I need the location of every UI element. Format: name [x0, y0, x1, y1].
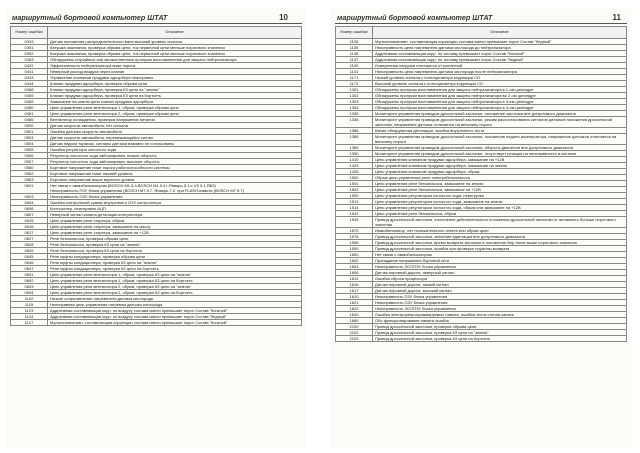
- error-code: 0562: [11, 171, 48, 177]
- error-code: 0443: [11, 75, 48, 81]
- table-row: [11, 320, 302, 326]
- error-code: 0694: [11, 290, 48, 296]
- error-code: 0628: [11, 242, 48, 248]
- left-page: [6, 8, 306, 448]
- error-code: 1336: [336, 117, 373, 128]
- error-description: Обнаружены пропуски воспламенения для защиты нейтрализатора в 4-ом цилиндре: [373, 105, 627, 111]
- column-header-code: Номер ошибки: [11, 27, 48, 39]
- error-description: Мультипликативн. составляющая коррекции состава смеси превышает порог Состав "бедный": [373, 39, 627, 45]
- error-description: Управление клапаном продувки адсорбера неисправно: [48, 75, 302, 81]
- error-description: Реле муфты кондиционера, проверка КЗ цепи на бортсеть: [48, 266, 302, 272]
- error-description: Привод дроссельной заслонки, ошибка при проверке пружины возврата: [373, 246, 627, 252]
- error-description: Катушка зажигания, проверка обрыва цепи, ток первичной цепи меньше порогового значения: [48, 51, 302, 57]
- error-description: Цепь управления клапаном продувки адсорбера, обрыв: [373, 169, 627, 175]
- error-code: 1135: [336, 45, 373, 51]
- error-description: Бортовое напряжение выше верхнего уровня: [48, 177, 302, 183]
- error-code: 1600: [336, 252, 373, 258]
- error-code: 1602: [336, 258, 373, 264]
- error-code: 0627: [11, 236, 48, 242]
- error-description: Клапан продувки адсорбера, проверка КЗ цепи на "землю": [48, 87, 302, 93]
- error-code: 0560: [11, 165, 48, 171]
- error-description: Иммобилизатор, нет положительного ответа или обрыв цепи: [373, 228, 627, 234]
- error-description: Неисправность ЭСППЗУ блока управления: [373, 264, 627, 270]
- error-description: Измеренная нагрузка отличается от расчетной: [373, 63, 627, 69]
- error-code: 1612: [336, 276, 373, 282]
- error-description: Нет связи с иммобилизатором (BOSCH M1.5.4,BOSCH M1.5.4+,Январь-5.1.х,VS 5.1,ЯБ3) Неисправность ПЗУ блока управления (BOSCH M7.9.7, Январь-7.2, при FLASH-памяти (BOSCH M7.9.7): [48, 183, 302, 194]
- error-code: 1509: [336, 193, 373, 199]
- error-description: Вентилятор охлаждения, проверка напряжения питания: [48, 117, 302, 123]
- error-code: 0507: [11, 159, 48, 165]
- error-code: 0351: [11, 45, 48, 51]
- error-code: 1514: [336, 205, 373, 211]
- table-header-row: [336, 27, 627, 39]
- error-description: Мониторинг управления приводом дроссельной заслонки, отсутствует реакция на неисправность в системе: [373, 151, 627, 157]
- error-code: 1502: [336, 187, 373, 193]
- error-code: 0506: [11, 153, 48, 159]
- error-description: Датчик педали тормоза, сигналы датчика взаимно не согласованы: [48, 141, 302, 147]
- error-code: 0352: [11, 51, 48, 57]
- error-code: 1390: [336, 151, 373, 157]
- error-description: Неисправность цепи нагревателя датчика кислорода до нейтрализатора: [373, 45, 627, 51]
- error-description: Неисправность ОЗУ блока управления: [48, 194, 302, 200]
- error-code: 0480: [11, 105, 48, 111]
- error-code: 1141: [336, 69, 373, 75]
- error-description: Цепь управления реле стартера, замыкание на +12В: [48, 230, 302, 236]
- error-description: Цепь управления регулятором холостого хода, замыкание на землю: [373, 199, 627, 205]
- column-header-description: Описание: [373, 27, 627, 39]
- error-description: Неверный сигнал канала детонации контроллера: [48, 212, 302, 218]
- error-code: 1124: [11, 314, 48, 320]
- error-code: 1570: [336, 228, 373, 234]
- error-code: 1689: [336, 318, 373, 324]
- error-description: Цепь управления регулятором холостого хода, обрыв или замыкание на +12В: [373, 205, 627, 211]
- error-code: 1389: [336, 145, 373, 151]
- error-code: 0603: [11, 194, 48, 200]
- error-code: 0629: [11, 248, 48, 254]
- error-description: Датчик скорости автомобиля, перемежающийся сигнал: [48, 135, 302, 141]
- error-description: Цепь управления реле бензонасоса, обрыв: [373, 211, 627, 217]
- error-description: Цепь управления клапаном продувки адсорбера, замыкание на +12В: [373, 157, 627, 163]
- error-description: Цепь управления реле стартера, замыкание на массу: [48, 224, 302, 230]
- error-code: 0458: [11, 87, 48, 93]
- error-description: Клапан продувки адсорбера, проверка обрыва цепи: [48, 81, 302, 87]
- error-code: 1606: [336, 270, 373, 276]
- error-description: Аддитивная составляющая корр. по топливу превышает порог Состав "бедный": [373, 57, 627, 63]
- error-code: 1302: [336, 93, 373, 99]
- column-header-code: Номер ошибки: [336, 27, 373, 39]
- table-row: [336, 117, 627, 128]
- error-description: Регулятор холостого хода заблокирован, низкие обороты: [48, 153, 302, 159]
- error-description: Низкое сопротивление нагревателя датчика кислорода: [48, 296, 302, 302]
- error-description: Ошибка регулятора холостого хода: [48, 147, 302, 153]
- error-code: 2103: [336, 336, 373, 342]
- error-description: Мониторинг управления приводом дроссельной заслонки, режим рассогласования сигналов датчиков положения дроссельной заслонки, напряжение датчика отличается на величину порога: [373, 117, 627, 128]
- error-code: 1616: [336, 282, 373, 288]
- error-description: Реле бензонасоса, проверка КЗ цепи на "землю": [48, 242, 302, 248]
- error-code: 1102: [11, 296, 48, 302]
- error-code: 1500: [336, 175, 373, 181]
- error-description: Реле муфты кондиционера, проверка КЗ цепи на "землю": [48, 260, 302, 266]
- table-header-row: [11, 27, 302, 39]
- column-header-description: Описание: [48, 27, 302, 39]
- error-description: Цепь управления реле вентилятора 1, обрыв, проверка КЗ цепи на бортсеть: [48, 278, 302, 284]
- error-description: Замыкание на землю цепи клапан продувки адсорбера: [48, 99, 302, 105]
- error-description: Обнаружены случайные или множественные пропуски воспламенения для защиты нейтрализатора: [48, 57, 302, 63]
- error-description: Аддитивная составляющая корр. по воздуху состава смеси превышает порог Состав "бедный": [48, 314, 302, 320]
- error-description: Аддитивная составляющая корр. по воздуху состава смеси превышает порог Состав "богатый": [48, 308, 302, 314]
- error-description: Бортовое напряжение ниже порога работоспособности системы: [48, 165, 302, 171]
- error-description: Цепь управления реле вентилятора 2, обрыв, проверка КЗ цепи на "землю": [48, 284, 302, 290]
- error-code: 1541: [336, 211, 373, 217]
- error-description: Ошибка сброса процессора: [373, 276, 627, 282]
- error-code: 1545: [336, 217, 373, 228]
- error-code: 0422: [11, 63, 48, 69]
- error-description: Обо функционирование памяти ошибок: [373, 318, 627, 324]
- error-description: Обрыв цепи управления реле электробензонасоса: [373, 175, 627, 181]
- error-description: Аддитивная составляющая корр. по топливу превышает порог Состав "богатый": [373, 51, 627, 57]
- error-code: 0617: [11, 230, 48, 236]
- error-description: Неисправность ЭСППЗУ блока управления: [373, 306, 627, 312]
- error-description: Неисправная цепь управления нагревом датчика кислорода: [48, 302, 302, 308]
- error-code: 0691: [11, 272, 48, 278]
- error-description: Датчик неровной дороги, низкий сигнал: [373, 282, 627, 288]
- table-body: [11, 39, 302, 326]
- error-code: 1303: [336, 99, 373, 105]
- error-description: Датчик положения распределительного вала высокий уровень сигнала: [48, 39, 302, 45]
- error-description: Датчик неровной дороги, высокий сигнал: [373, 288, 627, 294]
- error-description: Обнаружены пропуски воспламенения для защиты нейтрализатора в 1-ом цилиндре: [373, 87, 627, 93]
- table-row: [336, 134, 627, 145]
- error-code: 1558: [336, 240, 373, 246]
- error-description: Цепь управления регулятором холостого хода, перегрузка: [373, 193, 627, 199]
- page-number: 10: [279, 13, 288, 22]
- error-description: Привод дроссельной заслонки, время возврата заслонки в положение limp home выше порогового значения: [373, 240, 627, 246]
- error-description: Привод дроссельной заслонки, значение адаптации вне допустимого диапазона: [373, 234, 627, 240]
- error-description: Высокий уровень сигнала с потенциометра коррекции СО: [373, 81, 627, 87]
- error-description: Цепь управления реле вентилятора 1, обрыв, проверка КЗ цепи на "землю": [48, 272, 302, 278]
- table-row: [336, 217, 627, 228]
- table-body: [336, 39, 627, 342]
- error-code: 1136: [336, 51, 373, 57]
- error-code: 0363: [11, 57, 48, 63]
- error-code: 0441: [11, 69, 48, 75]
- error-code: 0607: [11, 212, 48, 218]
- error-description: Ошибка электрорепрограммируемых памяти, ошибка теста чтение-запись: [373, 312, 627, 318]
- error-description: Неисправность ОЗУ блока управления: [373, 300, 627, 306]
- error-code: 1559: [336, 246, 373, 252]
- error-code: 1578: [336, 234, 373, 240]
- error-code: 1115: [11, 302, 48, 308]
- error-code: 0500: [11, 123, 48, 129]
- error-code: 1603: [336, 264, 373, 270]
- error-code: 1172: [336, 81, 373, 87]
- error-code: 2100: [336, 324, 373, 330]
- error-code: 0616: [11, 224, 48, 230]
- error-code: 1171: [336, 75, 373, 81]
- page-header: [10, 8, 302, 24]
- error-description: Цепь управления реле вентилятора 1, обрыв, проверка обрыва цепи: [48, 105, 302, 111]
- error-code: 1128: [336, 39, 373, 45]
- error-description: Цепь управления реле бензонасоса, замыкание на землю: [373, 181, 627, 187]
- error-code: 2102: [336, 330, 373, 336]
- error-code: 0646: [11, 260, 48, 266]
- table-row: [11, 183, 302, 194]
- error-description: Регулятор холостого хода заблокирован, высокие обороты: [48, 159, 302, 165]
- error-description: Канал обнаружения детонации, ошибка внутреннего теста: [373, 128, 627, 134]
- error-description: Пропадание напряжения бортовой сети: [373, 258, 627, 264]
- error-description: Клапан продувки адсорбера, проверка КЗ цепи на бортсеть: [48, 93, 302, 99]
- error-code: 1640: [336, 312, 373, 318]
- error-code: 1304: [336, 105, 373, 111]
- error-code: 1513: [336, 199, 373, 205]
- error-code: 0647: [11, 266, 48, 272]
- error-description: Неисправность ПЗУ блока управления: [373, 294, 627, 300]
- error-description: Мониторинг управления приводом дроссельной заслонки, положение заслонки вне допустимого диапазона: [373, 111, 627, 117]
- error-code: 0692: [11, 278, 48, 284]
- error-description: Привод дроссельной заслонки, отклонение действительного положения дроссельной заслонки от желаемого больше порогового значения: [373, 217, 627, 228]
- error-code: 1617: [336, 288, 373, 294]
- error-code: 0615: [11, 218, 48, 224]
- error-description: Мониторинг управления приводом дроссельной заслонки, положение педали акселератора, напряжение датчиков отличается на величину порога: [373, 134, 627, 145]
- error-description: Обнаружены пропуски воспламенения для защиты нейтрализатора во 2-ом цилиндре: [373, 93, 627, 99]
- error-code: 1335: [336, 111, 373, 117]
- error-code: 1620: [336, 294, 373, 300]
- error-description: Привод дроссельной заслонки, проверка КЗ цепи на "землю": [373, 330, 627, 336]
- error-code: 1426: [336, 169, 373, 175]
- error-code: 1621: [336, 300, 373, 306]
- error-description: Привод дроссельной заслонки, проверка КЗ цепи на бортсеть: [373, 336, 627, 342]
- error-description: Цепь управления реле вентилятора 2, обрыв, проверка КЗ цепи на бортсеть: [48, 290, 302, 296]
- error-description: Реле бензонасоса, проверка обрыва цепи: [48, 236, 302, 242]
- error-code: 1425: [336, 163, 373, 169]
- error-description: Реле муфты кондиционера, проверка обрыва цепи: [48, 254, 302, 260]
- error-code-table: [335, 26, 627, 342]
- error-code: 0444: [11, 81, 48, 87]
- error-code: 0606: [11, 206, 48, 212]
- error-code: 1410: [336, 157, 373, 163]
- error-description: Мониторинг управления приводом дроссельной заслонки, обороты двигателя вне допустимого диапазона: [373, 145, 627, 151]
- error-code: 1501: [336, 181, 373, 187]
- error-description: Датчик неровной дороги, неверный сигнал: [373, 270, 627, 276]
- error-code: 1622: [336, 306, 373, 312]
- error-description: Бортовое напряжение ниже нижней уровень: [48, 171, 302, 177]
- error-code: 0504: [11, 141, 48, 147]
- page-header: [335, 8, 627, 24]
- error-description: Низкий уровень сигнала с потенциометра коррекции СО: [373, 75, 627, 81]
- error-code: 0459: [11, 93, 48, 99]
- right-page: [331, 8, 631, 448]
- error-code: 0693: [11, 284, 48, 290]
- page-title: маршрутный бортовой компьютер ШТАТ: [12, 13, 168, 22]
- error-code: 0645: [11, 254, 48, 260]
- error-description: Цепь управления реле вентилятора 2, обрыв, проверка обрыва цепи: [48, 111, 302, 117]
- error-description: Цепь управления клапаном продувки адсорбера, замыкание на землю: [373, 163, 627, 169]
- error-code: 0485: [11, 117, 48, 123]
- error-description: Неверный расход воздуха через клапан: [48, 69, 302, 75]
- error-code: 1123: [11, 308, 48, 314]
- error-code-table: [10, 26, 302, 326]
- error-code: 0503: [11, 135, 48, 141]
- error-description: Цепь управления реле бензонасоса, замыкание на +12В: [373, 187, 627, 193]
- error-description: Нет связи с иммобилизатором: [373, 252, 627, 258]
- error-description: Ошибка контрольной суммы внутреннего ОЗУ контроллера: [48, 200, 302, 206]
- error-code: 1386: [336, 128, 373, 134]
- error-code: 0505: [11, 147, 48, 153]
- error-description: Реле бензонасоса, проверка КЗ цепи на бортсеть: [48, 248, 302, 254]
- error-description: Обнаружены пропуски воспламенения для защиты нейтрализатора в 3-ем цилиндре: [373, 99, 627, 105]
- error-code: 0563: [11, 177, 48, 183]
- error-description: Ошибка датчика скорости автомобиля: [48, 129, 302, 135]
- error-code: 0481: [11, 111, 48, 117]
- error-code: 1127: [11, 320, 48, 326]
- error-code: 0465: [11, 99, 48, 105]
- error-code: 1137: [336, 57, 373, 63]
- error-code: 0601: [11, 183, 48, 194]
- error-code: 1301: [336, 87, 373, 93]
- error-description: Привод дроссельной заслонки, проверка обрыва цепи: [373, 324, 627, 330]
- error-description: Цепь управления реле стартера, обрыв: [48, 218, 302, 224]
- error-code: 0604: [11, 200, 48, 206]
- error-code: 0501: [11, 129, 48, 135]
- error-description: Датчик скорости автомобиля, нет сигнала: [48, 123, 302, 129]
- error-code: 1140: [336, 63, 373, 69]
- error-code: 1388: [336, 134, 373, 145]
- page-number: 11: [612, 13, 621, 22]
- error-description: Мультипликативн. составляющая коррекции состава смеси превышает порог Состав "богатый": [48, 320, 302, 326]
- error-code: 0343: [11, 39, 48, 45]
- error-description: Неисправность цепи нагревателя датчика кислорода после нейтрализатора: [373, 69, 627, 75]
- error-description: Эффективность нейтрализатора ниже порога: [48, 63, 302, 69]
- table-row: [336, 336, 627, 342]
- error-description: Катушка зажигания, проверка обрыва цепи, ток первичной цепи меньше порогового значения: [48, 45, 302, 51]
- error-description: Контроллер, неисправно АЦП: [48, 206, 302, 212]
- page-title: маршрутный бортовой компьютер ШТАТ: [337, 13, 493, 22]
